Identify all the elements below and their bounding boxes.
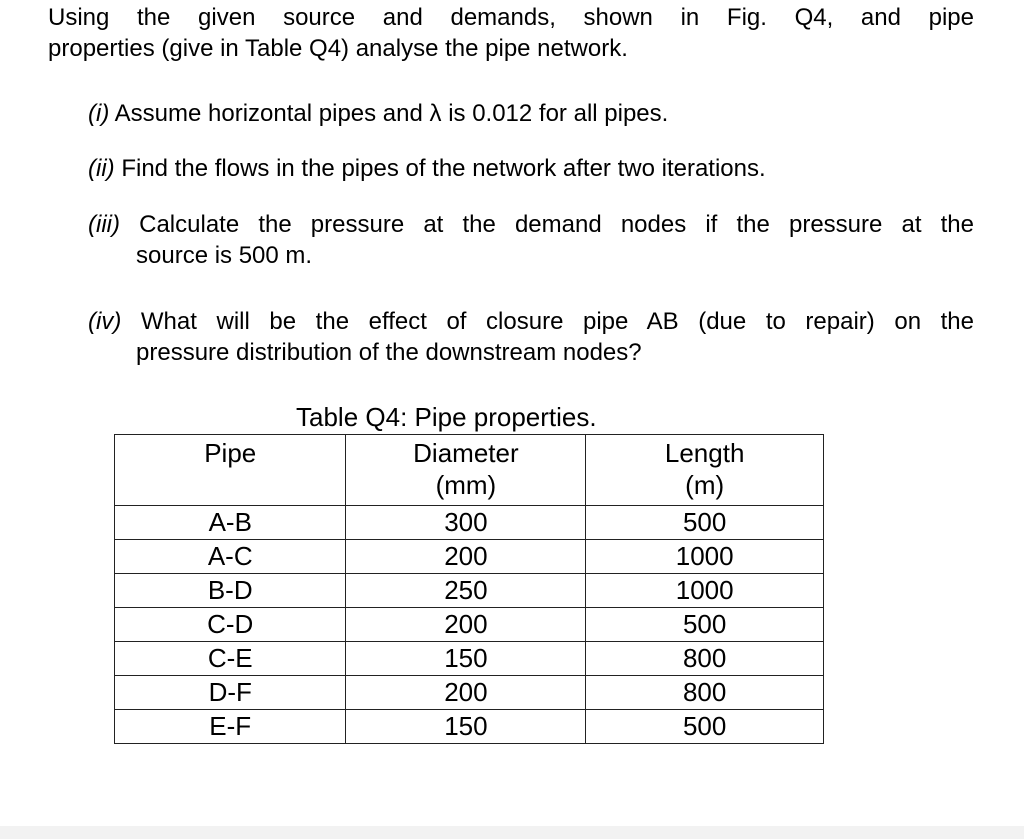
cell-pipe: B-D: [115, 574, 346, 608]
cell-diameter: 200: [346, 540, 586, 574]
table-header-row: [115, 435, 824, 506]
cell-length: 1000: [586, 540, 824, 574]
cell-pipe: A-C: [115, 540, 346, 574]
table-caption: Table Q4: Pipe properties.: [296, 402, 597, 432]
cell-length: 800: [586, 642, 824, 676]
question-number: (iii): [88, 211, 120, 238]
cell-diameter: 300: [346, 506, 586, 540]
table-row: [115, 506, 824, 540]
header-diameter-unit: (mm): [435, 470, 497, 500]
cell-pipe: D-F: [115, 676, 346, 710]
cell-length: 500: [586, 710, 824, 744]
intro-paragraph: [48, 2, 974, 64]
cell-length: 1000: [586, 574, 824, 608]
question-line-1: [88, 209, 974, 240]
question-text-1: What will be the effect of closure pipe AB (due to repair) on the: [140, 308, 974, 335]
header-length-unit: (m): [685, 470, 725, 500]
cell-pipe: E-F: [115, 710, 346, 744]
question-number: (iv): [88, 308, 122, 335]
cell-pipe: C-E: [115, 642, 346, 676]
page-bottom-edge: [0, 826, 1024, 839]
header-pipe: [115, 435, 346, 506]
cell-length: 500: [586, 608, 824, 642]
table-row: [115, 540, 824, 574]
cell-diameter: 150: [346, 642, 586, 676]
cell-length: 500: [586, 506, 824, 540]
cell-pipe: A-B: [115, 506, 346, 540]
question-i: [88, 98, 974, 129]
question-iv: [88, 306, 974, 368]
cell-diameter: 150: [346, 710, 586, 744]
cell-pipe: C-D: [115, 608, 346, 642]
cell-diameter: 200: [346, 608, 586, 642]
header-diameter: [346, 435, 586, 506]
question-text-2: source is 500 m.: [136, 242, 313, 269]
question-iii: [88, 209, 974, 271]
cell-length: 800: [586, 676, 824, 710]
table-row: [115, 608, 824, 642]
question-ii: [88, 153, 974, 184]
cell-diameter: 250: [346, 574, 586, 608]
header-pipe-label: Pipe: [204, 438, 257, 468]
table-row: [115, 710, 824, 744]
table-row: [115, 676, 824, 710]
header-length: [586, 435, 824, 506]
cell-diameter: 200: [346, 676, 586, 710]
question-text: Find the flows in the pipes of the network after two iterations.: [121, 155, 766, 182]
header-diameter-label: Diameter: [413, 438, 519, 468]
header-length-label: Length: [664, 438, 745, 468]
table-row: [115, 642, 824, 676]
pipe-properties-table: [114, 434, 824, 744]
question-number: (ii): [88, 155, 115, 182]
question-text-2: pressure distribution of the downstream nodes?: [136, 339, 642, 366]
intro-line-1: Using the given source and demands, shown in Fig. Q4, and pipe: [48, 4, 974, 31]
question-number: (i): [88, 100, 110, 127]
question-line-1: [88, 306, 974, 337]
question-text: Assume horizontal pipes and λ is 0.012 for all pipes.: [114, 100, 669, 127]
table-row: [115, 574, 824, 608]
intro-line-2: properties (give in Table Q4) analyse the pipe network.: [48, 35, 628, 62]
question-text-1: Calculate the pressure at the demand nodes if the pressure at the: [139, 211, 974, 238]
